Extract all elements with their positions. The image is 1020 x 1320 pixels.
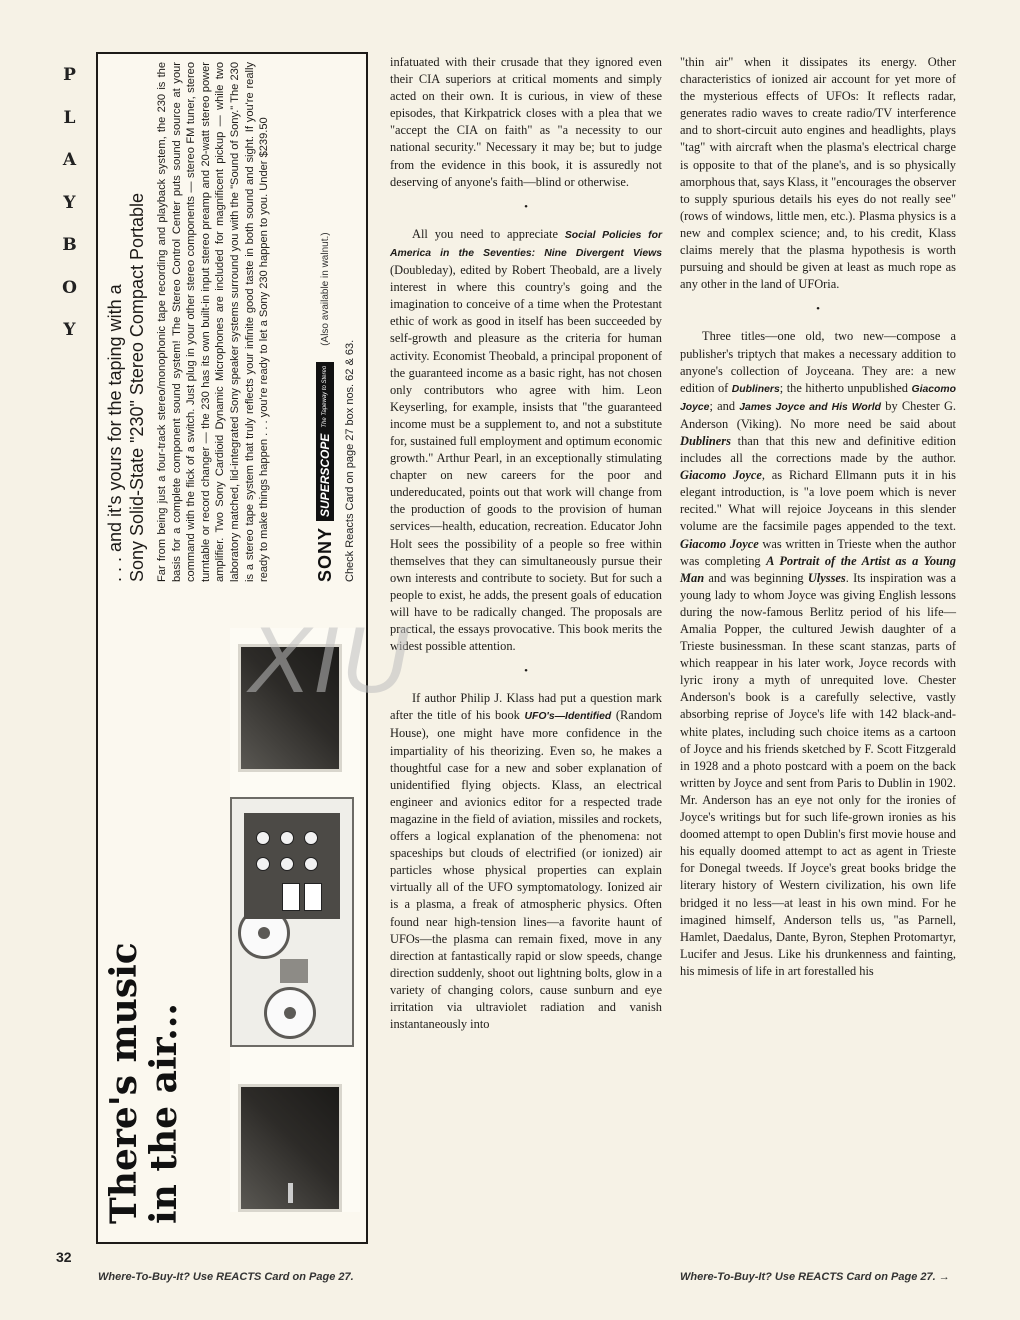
book-title: Giacomo Joyce	[680, 536, 759, 551]
book-title: Dubliners	[680, 433, 731, 448]
left-speaker-image	[238, 1084, 342, 1212]
ad-headline-line: in the air...	[143, 1003, 185, 1224]
text-run: All you need to appreciate	[412, 226, 565, 241]
superscope-name: SUPERSCOPE	[318, 433, 332, 517]
speaker-badge	[288, 1183, 293, 1203]
article-paragraph	[390, 690, 662, 1033]
article-paragraph: infatuated with their crusade that they ignored even their CIA superiors at critical moments and simply acted on their own. It is curious, in view of these episodes, that Kirkpatrick closes with a plea that we "accept the CIA on faith" as "a necessity to our national security." Necessary it may be; but to judge from the evidence in this book, it is assuredly not deserving of anyone's faith—blind or otherwise.	[390, 55, 662, 189]
control-knob-icon	[256, 857, 270, 871]
superscope-logo	[316, 362, 334, 521]
book-title: Giacomo Joyce	[680, 468, 762, 483]
control-knob-icon	[256, 831, 270, 845]
book-title: Dubliners	[731, 383, 780, 395]
book-title: A Portrait of the Artist as a Young Man	[680, 553, 956, 585]
book-title: UFO's—Identified	[524, 711, 612, 723]
ad-body-text: Far from being just a four-track stereo/monophonic tape recording and playback system, the 230 is the basis for a complete component sound system! The Stereo Control Center puts sound source at your command with the flick of a switch. Just plug in your other stereo components — stereo FM tuner, stereo turntable or record changer — the 230 has its own built-in input stereo preamp and 20-watt stereo power amplifier. Two Sony Cardioid Dynamic Microphones are included for magnificent pickup — while two laboratory matched, lid-integrated Sony speaker systems surround you with the "Sound of Sony." The 230 is a stereo tape system that truly reflects your infinite good taste in both sound and sight. If you're really ready to make things happen . . . you're ready to let a Sony 230 happen to you. Under $239.50	[156, 62, 271, 582]
ad-headline-line: There's music	[103, 942, 145, 1224]
article-column-2	[680, 54, 956, 1254]
text-run: ; the hitherto unpublished	[779, 380, 912, 395]
section-bullet: •	[524, 665, 528, 678]
article-paragraph	[680, 328, 956, 980]
control-panel	[244, 813, 340, 919]
brand-letter: Y	[63, 320, 77, 340]
article-paragraph	[390, 226, 662, 655]
ad-product-name: Sony Solid-State "230" Stereo Compact Portable	[127, 193, 147, 582]
brand-letter: Y	[63, 192, 77, 213]
level-meter-icon	[304, 883, 322, 911]
book-title: Ulysses	[807, 570, 846, 585]
page-number: 32	[56, 1249, 72, 1265]
footer-reacts-right: Where-To-Buy-It? Use REACTS Card on Page 27. →	[680, 1271, 950, 1283]
control-knob-icon	[304, 857, 318, 871]
level-meter-icon	[282, 883, 300, 911]
text-run: . Its inspiration was a young lady to whom Joyce was giving English lessons during the now-famous Berlitz period of his life—Amalia Popper, the cultured Jewish daughter of a Trieste businessman. In these scant stanzas, parts of which reappear in his later work, Joyce records with lyric irony a myth of unrequited love. Chester Anderson's book is a carefully selective, vastly absorbing reprise of Joyce's life with 142 black-and-white plates, including such choice items as a cartoon of Joyce and his friends sketched by F. Scott Fitzgerald in 1928 and a photo postcard with a poem on the back written by Joyce and sent from Paris to Dublin in 1902. Mr. Anderson has an eye not only for the ironies of Joyce's writings but for such life-grown ironies as his doomed attempt to open Dublin's first movie house and his equally doomed attempt to act as agent in Trieste for Donegal tweeds. If Joyce's great books bridge the literary history of Western civilization, his own life bridged it no less—at least in his own mind. For he imagined himself, Anderson tells us, "as Parnell, Hamlet, Daedalus, Dante, Byron, Stephen Protomartyr, Lucifer and Jesus. Like his drunkenness and fainting, his mimesis of life in art forestalled his	[680, 570, 956, 978]
text-run: and was beginning	[704, 570, 808, 585]
text-run: was written in Trieste when the author was completing	[680, 536, 957, 568]
article-column-1	[390, 54, 662, 1254]
control-knob-icon	[304, 831, 318, 845]
footer-reacts-left: Where-To-Buy-It? Use REACTS Card on Page 27.	[98, 1271, 354, 1283]
sony-logo: SONY	[314, 526, 335, 582]
brand-letter: L	[63, 107, 77, 128]
ad-tagline: . . . and it's yours for the taping with a	[105, 284, 125, 582]
control-knob-icon	[280, 831, 294, 845]
text-run: , as Richard Ellmann puts it in his elegant introduction, is "a love poem which is never recited." What will rejoice Joyceans in this slender volume are the facsimile pages appended to the text.	[680, 468, 956, 534]
tape-head	[280, 959, 308, 983]
walnut-note: (Also available in walnut.)	[319, 232, 331, 346]
text-run: (Random House), one might have more confidence in the impartiality of his theorizing. Even so, he makes a thoughtful case for a new and sober explanation of unidentified flying objects. Klass, an electrical engineer and avionics editor for a respected trade magazine in the field of aviation, missiles and rockets, offers a logical explanation of the phenomena: not spaceships but clouds of electrified (or ionized) air particles whose physical properties can explain virtually all of the UFO symptomatology. Ionized air is a plasma, a freak of atmospheric physics. Often found near high-tension lines—a favorite haunt of UFOs—the plasma can remain fixed, move in any direction at fantastically rapid or slow speeds, change direction suddenly, shoot out lightning bolts, glow in a variety of changing colors, cause sunburn and eye irritation via ultraviolet radiation and vanish instantaneously into	[390, 708, 662, 1032]
superscope-tagline: The Tapeway to Stereo	[322, 365, 328, 428]
book-title: Social Policies for America in the Seventies: Nine Divergent Views	[390, 229, 662, 259]
magazine-name-vertical	[52, 54, 88, 352]
text-run: If author Philip J. Klass had put a question mark after the title of his book	[390, 691, 662, 723]
text-run: by Chester G. Anderson (Viking). No more need be said about	[680, 398, 956, 431]
text-run: than that this new and definitive edition includes all the corrections made by the author.	[680, 433, 956, 466]
section-bullet: •	[816, 303, 820, 316]
ad-logo-row	[314, 62, 336, 582]
book-title: Giacomo Joyce	[680, 383, 956, 413]
text-run: Three titles—one old, two new—compose a publisher's triptych that makes a necessary addition to anyone's collection of Joyceana. They are: a new edition of	[680, 329, 956, 395]
watermark: XIU	[248, 607, 411, 712]
article-paragraph: "thin air" when it dissipates its energy. Other characteristics of ionized air account for yet more of the mysterious effects of UFOs: It reflects radar, generates radio waves to create radio/TV interference and to short-circuit auto engines and headlights, plays "tag" with aircraft when the plasma's electrical charge is opposite to that of the plane's, and is so physically amorphous that, says Klass, it "encourages the observer to supply spurious details his eyes do not really see" (rows of windows, little men, etc.). Plasma physics is a new and complex science; and, to his credit, Klass claims merely that the plasma hypothesis is worth pursuing and should be given at least as much rope as any other in the land of UFOria.	[680, 55, 956, 292]
brand-letter: O	[62, 277, 78, 298]
tape-reel-icon	[264, 987, 316, 1039]
text-run: (Doubleday), edited by Robert Theobald, are a lively interest in where this country's going and the imagination to conceive of a time when the Protestant ethic of work as good in itself has been succeeded by self-growth and pleasure as the criteria for human activity. Economist Theobald, a principal proponent of the guaranteed income as a basic right, has not chosen only contributors who agree with him. Leon Keyserling, for example, insists that "the guaranteed income must be a supplement to, and not a substitute for, sustained full employment and optimum economic growth." Arthur Pearl, in an exceptionally stimulating chapter on new careers for the poor and undereducated, points out that work will change from the production of goods to the provision of human services—health, education, recreation. Educator John Holt sees the possibility of a people so free within themselves that they can simultaneously pursue their own interests and contribute to society. But for such a people to exist, he adds, the present goals of education will have to be radically changed. The proposals are practical, the essays provocative. This book merits the widest possible attention.	[390, 263, 662, 654]
book-title: James Joyce and His World	[739, 401, 882, 413]
ad-reacts-note: Check Reacts Card on page 27 box nos. 62 & 63.	[344, 339, 356, 582]
brand-letter: P	[63, 65, 77, 85]
brand-letter: B	[62, 235, 78, 255]
section-bullet: •	[524, 200, 528, 213]
tape-recorder-photo	[230, 628, 360, 1212]
text-run: ; and	[709, 398, 740, 413]
ad-headline	[104, 844, 184, 1224]
ad-copy	[104, 62, 272, 582]
brand-letter: A	[62, 150, 78, 170]
tape-deck-image	[230, 797, 354, 1047]
control-knob-icon	[280, 857, 294, 871]
